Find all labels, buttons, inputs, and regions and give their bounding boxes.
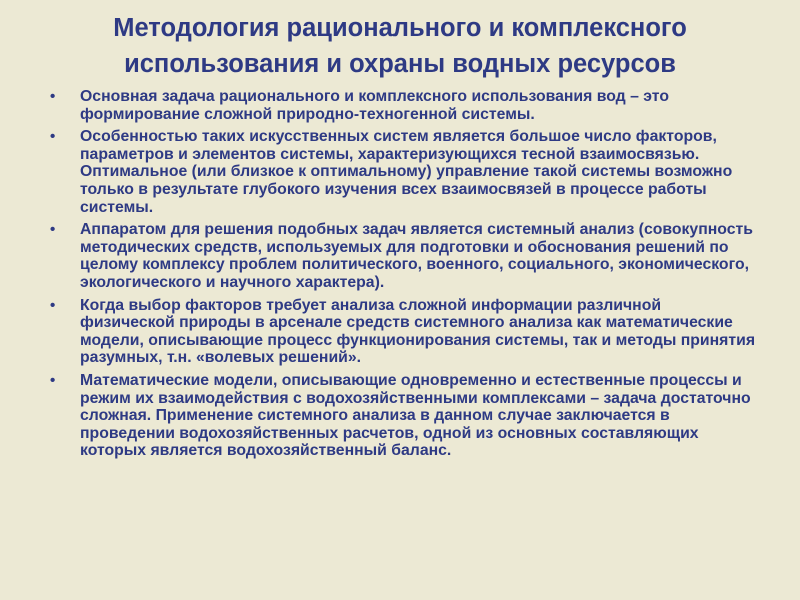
bullet-icon: • [50, 88, 56, 105]
bullet-icon: • [50, 296, 56, 314]
slide-title-line-2: использования и охраны водных ресурсов [124, 50, 676, 78]
bullet-item-5 [50, 372, 760, 460]
bullet-text-4: Когда выбор факторов требует анализа сложной информации различной физической природы в арсенале средств системного анализа как математические модели, описывающие процесс функционирования системы, так и методы принятия разумных, т.н. «волевых решений». [80, 296, 756, 367]
bullet-icon: • [50, 371, 56, 389]
bullet-icon: • [50, 221, 56, 239]
bullet-text-2: Особенностью таких искусственных систем является большое число факторов, параметров и элементов системы, характеризующихся тесной взаимосвязью. Оптимальное (или близкое к оптимальному) управление такой системы возможно только в результате глубокого изучения всех взаимосвязей в процессе работы системы. [80, 128, 733, 216]
bullet-item-2 [50, 128, 760, 216]
bullet-text-1: Основная задача рационального и комплексного использования вод – это формирование сложной природно-техногенной системы. [80, 88, 669, 123]
bullet-list [50, 88, 760, 465]
bullet-text-3: Аппаратом для решения подобных задач является системный анализ (совокупность методических средств, используемых для подготовки и обоснования решений по целому комплексу проблем политического, военного, социального, экономического, экологического и научного характера). [80, 221, 753, 291]
slide-title [40, 10, 760, 82]
bullet-item-4 [50, 297, 760, 367]
bullet-text-5: Математические модели, описывающие одновременно и естественные процессы и режим их взаимодействия с водохозяйственными комплексами – задача достаточно сложная. Применение системного анализа в данном случае заключается в проведении водохозяйственных расчетов, одной из основных составляющих которых является водохозяйственный баланс. [80, 371, 751, 460]
bullet-icon: • [50, 128, 56, 146]
bullet-item-1 [50, 88, 760, 123]
bullet-item-3 [50, 221, 760, 291]
slide-title-line-1: Методология рационального и комплексного [113, 14, 687, 42]
